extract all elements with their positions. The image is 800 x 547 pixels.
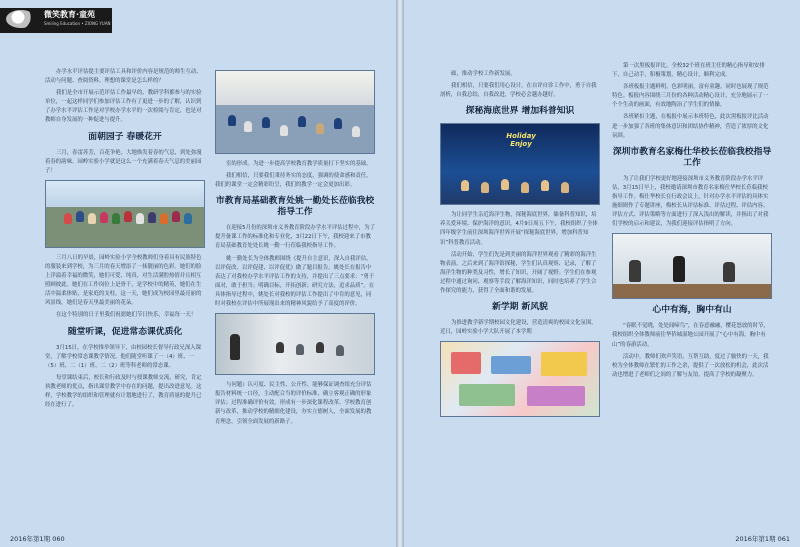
paragraph: “春眠不觉晓，处处闻啼鸟”，在春意融融，樱花怒放的时节，我校组织全体教师前往华侨城湿地公园开展了“心中有海，胸中有山”的春游活动。 bbox=[612, 323, 769, 348]
photo-teachers-group bbox=[45, 180, 205, 248]
photo-classroom bbox=[215, 70, 375, 154]
paragraph: 三月，春雷苏芳，百花争艳。大地焕发着春的气息，到处弥漫着春的韵味。园岭实验小学就是这么一个充满着春天气息的美丽园子！ bbox=[45, 149, 202, 174]
paragraph: 我们是全市开展示范评估工作最早的、教研学科都参与的实验单位，一起这样同学们参加评估工作有了更进一步的了解，认识到了办学水平评估工作是对学校办学水平的一次检阅与肯定，也是对教师自身发展的一种促进与提升。 bbox=[45, 90, 202, 124]
paragraph: 活动开始，学生们先是到美丽的海洋世界观看了精彩的海洋生物表演，之后来到了海洋馆探秘，学生们认真观察、记录，了解了海洋生物的种类及习性，增长了知识，开阔了视野。学生们在参观过程中通过询问、观察等手段了解海洋知识，同时也培养了学生合作探究的能力，获得了全面和谐的发展。 bbox=[440, 251, 597, 295]
paragraph: 3月15日，在学校推举领导下，由校园校长督导行政兄深入课堂，了解学校常态课教学情况。他们随堂听课了一（4）班、一（5）班、二（1）班、二（2）班等科老师的常态课。 bbox=[45, 344, 202, 369]
right-column-1 bbox=[440, 70, 600, 423]
paragraph: 室的形成。为进一步提高学校教育教学质量打下坚实的基础。 bbox=[226, 161, 372, 167]
right-column-2 bbox=[612, 62, 772, 383]
page-number-left: 2016年第1期 060 bbox=[10, 535, 65, 543]
book-gutter bbox=[396, 0, 404, 547]
left-column-1 bbox=[45, 68, 205, 413]
magazine-header bbox=[0, 0, 400, 40]
section-heading-spring: 面朝园子 春暖花开 bbox=[88, 131, 162, 142]
paragraph: 办学水平评估提主要评估工具和评价内容是规范的师生互动、活动与问题、查阅资料。理想的课堂是怎么样的？ bbox=[45, 69, 202, 85]
photo-caption-holiday bbox=[461, 132, 581, 148]
paragraph: 每堂课结束后，校长和行政及时与授课教师交流、研究，肯定执教老师的优点，指出课堂教学中存在的问题，提出改进意见。这样，学校教学的组织和管理就有计划地进行了，教育质量的提升已经在进行了。 bbox=[45, 374, 202, 409]
paragraph: 与问题）认可度、民主性、公开性、能够保证调查组充分评估报告材料统一口径，主动配合当的评价标准，确立客观正确的形象评估；过程准确评价有效，形成有一步深化课程改革、学校教育创新与改革，推动学校的精细化建设，夯实立德树人，全面发展的教育理念，引领全面发展的新路子。 bbox=[215, 382, 372, 425]
paragraph: 我们相信，只要我们秉持务实的态度，强调的使命感和责任，我们的课堂一定会精彩纷呈，我们的教学一定会更加出彩。 bbox=[215, 173, 372, 189]
paragraph: 各班紧扣主题，在板报中展示本班特色，此次黑板报评比活动进一步加强了各班的集体意识和团结协作精神，营造了浓厚的文化氛围。 bbox=[612, 114, 769, 139]
paragraph: 础，推动学校工作新发展。 bbox=[451, 71, 516, 77]
paragraph: 为让同学生亲近海洋生物，探秘海底世界，储备科普知识，培养关爱环境、保护海洋的意识，4月9日周五下午，我校组织了全体四年级学生前往深圳海洋世界开展“探秘海底世界，增加科普知识”科普教育活动。 bbox=[440, 212, 598, 246]
paragraph: 在这个特别的日子里我们祝愿她们节日快乐，幸福每一天！ bbox=[56, 312, 197, 319]
page-number-right: 2016年第1期 061 bbox=[735, 535, 790, 543]
paragraph: 各班板报主题鲜明，色彩明丽，富有童趣。同时也展现了规范特色。板报内容围绕三月份的各种活动精心设计，充分地展示了一个个生动的画面，有效地陶冶了学生们的情操。 bbox=[612, 84, 769, 109]
left-column-2 bbox=[215, 70, 375, 430]
paragraph: 三月八日的早晨，园岭实验小学全校教师们身着具有民族特色的服装来到学校，为三月的春天增添了一抹靓丽的色彩。她们的脸上洋溢着幸福的微笑，她们可爱、纯真，对生活满腔热情并且相互照顾彼此。她们在工作岗位上是骨干，是学校中的精英，她们在生活中温柔体贴，是家庭的支柱。这一天，她们成为校园里最亮丽的风景线，她们是春天里最美丽的花朵。 bbox=[45, 254, 202, 307]
paragraph: 在迎接5月份的深圳市义务教育阶段办学水平评估过程中，为了提升备课工作的标准化和专业化，3月22日下午，我校迎来了市教育局基础教育处处长姚一勤一行莅临我校指导工作。 bbox=[215, 225, 375, 250]
photo-lecture bbox=[215, 313, 375, 375]
section-heading-inspection: 市教育局基础教育处姚一勤处长莅临我校指导工作 bbox=[215, 196, 375, 218]
magazine-subtitle: Smiling Education • ZIONG YUAN bbox=[44, 21, 111, 26]
right-page bbox=[400, 0, 800, 547]
section-heading-ocean: 探秘海底世界 增加科普知识 bbox=[465, 106, 575, 117]
paragraph: 为推进教学新学期校园文化建设，营造清爽的校园文化氛围，近日，园岭实验小学大队开展了本学期 bbox=[440, 320, 597, 336]
photo-blackboard bbox=[440, 341, 600, 417]
section-heading-new-term: 新学期 新风貌 bbox=[492, 302, 548, 313]
paragraph: 活动中，教师们欢声笑语，互帮互助，度过了愉快的一天，我校为全体教师在繁忙的工作之余，提供了一次放松的机会，此次活动也增进了老师们之间的了解与友谊，提高了学校的凝聚力。 bbox=[612, 353, 769, 378]
paragraph: 我们相信，只要我们用心设计，在自评自诊工作中，勇于自我剖析，自我总结，自我改进，学校必会越办越好。 bbox=[440, 83, 597, 99]
paragraph: 第一次黑板报评比，全校32个班在班主任的精心指导和安排下，自己动手，积极策划，精心设计，顺利完成。 bbox=[612, 63, 765, 79]
school-logo-icon bbox=[6, 10, 36, 28]
photo-ocean-visit bbox=[440, 123, 600, 205]
paragraph: 姚一勤处长为全体教师围绕《提升自主意识，深入自我评估，以评促改、以评促建、以评促优》做了题目报告。姚处长在报告中表达了对我校办学水平评估工作的支持，并提出了三点要求：“勇于面对，敢于担当；明确目标，开拓创新；研究方法，追求品质”。在具体指导过程中，姚处长对我校的评估工作提出了中肯的意见，同时对我校在评估中所展现出来的精神风貌给予了高度的评价。 bbox=[215, 255, 375, 308]
paragraph: 为了让我们学校更好地迎接深圳市义务教育阶段办学水平评估，3月15日早上，我校邀请深圳市教育名家梅仕华校长莅临我校指导工作。梅仕华校长在行政会议上，针对办学水平评估的具体实施细则作了专题讲座，梅校长从评估标准、评估过程、评估内容、评估方式、评估策略等方面进行了深入浅出的解读，并指出了对我们学校的启示和建议，为我们迎接评估指明了方向。 bbox=[612, 175, 769, 228]
photo-principal-meeting bbox=[612, 233, 772, 299]
photo-text-holiday: Holiday bbox=[506, 132, 536, 141]
section-heading-class: 随堂听课，促进常态课优质化 bbox=[67, 326, 183, 337]
photo-text-enjoy: Enjoy bbox=[510, 140, 532, 149]
section-heading-principal: 深圳市教育名家梅仕华校长莅临我校指导工作 bbox=[612, 146, 772, 168]
section-heading-heart: 心中有海，胸中有山 bbox=[652, 305, 732, 316]
magazine-title: 微笑教育·童苑 bbox=[44, 10, 96, 19]
